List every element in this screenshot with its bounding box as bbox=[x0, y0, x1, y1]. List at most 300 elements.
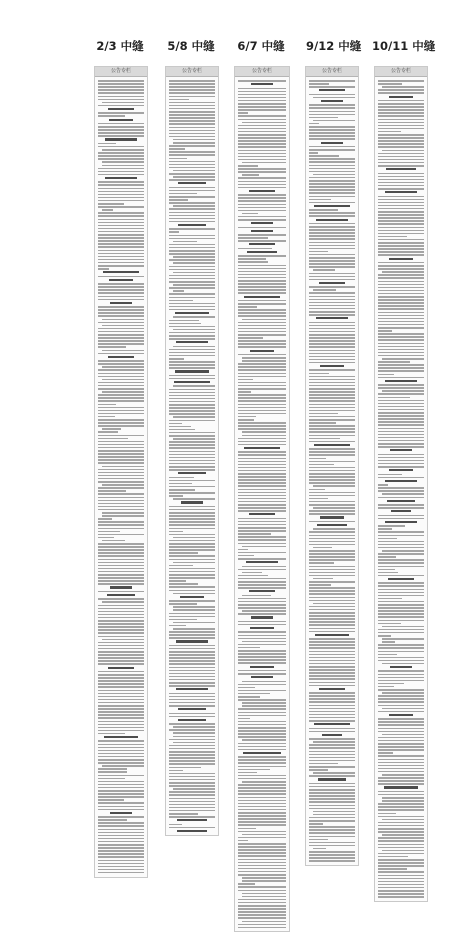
text-line bbox=[169, 679, 215, 681]
text-line bbox=[238, 119, 286, 121]
text-line bbox=[309, 836, 355, 838]
text-line bbox=[169, 782, 215, 784]
text-line bbox=[238, 601, 286, 603]
text-line bbox=[169, 552, 198, 554]
text-line bbox=[98, 369, 144, 371]
text-line bbox=[309, 584, 331, 586]
text-line bbox=[313, 547, 332, 549]
text-line bbox=[98, 796, 144, 798]
notice-heading-line bbox=[390, 666, 412, 668]
notice-strip-9-12[interactable] bbox=[305, 66, 359, 866]
text-line bbox=[309, 698, 355, 700]
text-line bbox=[378, 556, 396, 558]
text-line bbox=[309, 451, 355, 453]
text-line bbox=[238, 171, 286, 173]
text-line bbox=[238, 555, 254, 557]
text-line bbox=[378, 393, 424, 395]
text-line bbox=[238, 621, 286, 623]
text-line bbox=[98, 462, 144, 464]
text-line bbox=[98, 693, 144, 695]
text-line bbox=[98, 115, 125, 117]
text-line bbox=[102, 325, 144, 327]
text-line bbox=[169, 816, 215, 818]
text-line bbox=[98, 315, 144, 317]
text-line bbox=[238, 784, 286, 786]
text-line bbox=[169, 521, 215, 523]
notice-heading-line bbox=[176, 688, 208, 690]
text-line bbox=[98, 312, 144, 314]
text-line bbox=[238, 828, 256, 830]
text-line bbox=[238, 312, 286, 314]
text-line bbox=[238, 100, 286, 102]
text-line bbox=[378, 387, 424, 389]
text-line bbox=[169, 238, 215, 240]
text-line bbox=[98, 143, 116, 145]
text-line bbox=[378, 875, 424, 877]
text-line bbox=[238, 766, 286, 768]
text-line bbox=[169, 685, 215, 687]
text-line bbox=[378, 566, 424, 568]
text-line bbox=[169, 528, 215, 530]
text-line bbox=[169, 773, 215, 775]
text-line bbox=[98, 724, 144, 726]
text-line bbox=[169, 682, 215, 684]
text-line bbox=[309, 820, 355, 822]
text-line bbox=[238, 772, 257, 774]
text-line bbox=[169, 824, 182, 826]
notice-strip-2-3[interactable] bbox=[94, 66, 148, 878]
text-line bbox=[378, 440, 424, 442]
text-line bbox=[169, 389, 215, 391]
text-line bbox=[98, 844, 144, 846]
text-line bbox=[169, 506, 215, 508]
text-line bbox=[98, 853, 144, 855]
text-line bbox=[238, 862, 286, 864]
text-line bbox=[378, 477, 424, 479]
notice-heading-line bbox=[385, 480, 417, 482]
text-line bbox=[378, 538, 397, 540]
text-line bbox=[238, 322, 286, 324]
text-line bbox=[378, 214, 424, 216]
text-line bbox=[309, 438, 340, 440]
text-line bbox=[169, 804, 215, 806]
text-line bbox=[98, 620, 144, 622]
text-line bbox=[169, 480, 215, 482]
text-line bbox=[238, 197, 286, 199]
text-line bbox=[309, 492, 355, 494]
text-line bbox=[169, 398, 215, 400]
text-line bbox=[378, 236, 407, 238]
text-line bbox=[98, 243, 144, 245]
notice-heading-line bbox=[321, 100, 343, 102]
text-line bbox=[98, 753, 144, 755]
text-line bbox=[169, 613, 215, 615]
strip-header: 公告专栏 bbox=[306, 67, 358, 77]
text-line bbox=[382, 834, 424, 836]
text-line bbox=[238, 258, 266, 260]
text-line bbox=[98, 528, 144, 530]
text-line bbox=[98, 168, 144, 170]
text-line bbox=[98, 775, 144, 777]
text-line bbox=[309, 541, 355, 543]
notice-heading-line bbox=[386, 168, 416, 170]
notice-heading-line bbox=[316, 317, 349, 319]
text-line bbox=[169, 580, 186, 582]
text-line bbox=[98, 866, 144, 868]
text-line bbox=[169, 441, 215, 443]
text-line bbox=[169, 657, 215, 659]
text-line bbox=[169, 489, 195, 491]
text-line bbox=[238, 363, 286, 365]
text-line bbox=[98, 276, 144, 278]
text-line bbox=[309, 328, 355, 330]
text-line bbox=[98, 648, 144, 650]
text-line bbox=[238, 721, 286, 723]
text-line bbox=[98, 475, 144, 477]
text-line bbox=[313, 97, 355, 99]
text-line bbox=[242, 781, 286, 783]
text-line bbox=[238, 727, 286, 729]
text-line bbox=[378, 777, 424, 779]
text-line bbox=[169, 663, 215, 665]
text-line bbox=[309, 476, 355, 478]
text-line bbox=[98, 552, 144, 554]
text-line bbox=[238, 607, 286, 609]
text-line bbox=[173, 438, 215, 440]
text-line bbox=[238, 425, 286, 427]
text-line bbox=[238, 769, 270, 771]
text-line bbox=[238, 715, 286, 717]
text-line bbox=[309, 192, 355, 194]
text-line bbox=[309, 135, 355, 137]
text-line bbox=[98, 683, 144, 685]
text-line bbox=[238, 730, 286, 732]
text-line bbox=[169, 739, 215, 741]
text-line bbox=[309, 425, 355, 427]
text-line bbox=[309, 757, 355, 759]
text-line bbox=[378, 698, 424, 700]
text-line bbox=[309, 340, 355, 342]
text-line bbox=[169, 303, 215, 305]
text-line bbox=[238, 533, 271, 535]
text-line bbox=[238, 461, 286, 463]
text-line bbox=[98, 86, 144, 88]
text-line bbox=[238, 549, 248, 551]
text-line bbox=[238, 718, 250, 720]
text-line bbox=[309, 763, 338, 765]
text-line bbox=[98, 708, 144, 710]
text-line bbox=[309, 314, 355, 316]
text-line bbox=[169, 231, 179, 233]
text-line bbox=[309, 789, 355, 791]
text-line bbox=[382, 358, 424, 360]
text-line bbox=[238, 584, 286, 586]
text-line bbox=[169, 145, 215, 147]
text-line bbox=[382, 774, 424, 776]
notice-heading-line bbox=[109, 279, 132, 281]
text-line bbox=[238, 809, 286, 811]
text-line bbox=[238, 797, 286, 799]
text-line bbox=[238, 146, 286, 148]
text-line bbox=[169, 676, 215, 678]
text-line bbox=[378, 83, 402, 85]
text-line bbox=[309, 857, 355, 859]
text-line bbox=[169, 716, 215, 718]
text-line bbox=[98, 296, 144, 298]
text-line bbox=[309, 805, 355, 807]
text-line bbox=[378, 233, 424, 235]
text-line bbox=[169, 352, 215, 354]
text-line bbox=[309, 672, 355, 674]
text-line bbox=[98, 802, 144, 804]
text-line bbox=[98, 730, 144, 732]
text-line bbox=[238, 687, 255, 689]
strip-text-body bbox=[306, 77, 358, 865]
text-line bbox=[169, 600, 215, 602]
text-line bbox=[98, 702, 144, 704]
text-line bbox=[169, 154, 215, 156]
text-line bbox=[378, 364, 424, 366]
text-line bbox=[378, 575, 424, 577]
text-line bbox=[169, 667, 215, 669]
notice-heading-line bbox=[314, 723, 350, 725]
notice-heading-line bbox=[105, 138, 138, 140]
notice-heading-line bbox=[385, 521, 417, 523]
text-line bbox=[238, 624, 286, 626]
column-title-2-3: 2/3 中缝 bbox=[96, 39, 144, 53]
text-line bbox=[98, 546, 144, 548]
notice-heading-line bbox=[103, 271, 140, 273]
text-line bbox=[242, 357, 286, 359]
text-line bbox=[238, 416, 256, 418]
text-line bbox=[169, 179, 215, 181]
text-line bbox=[309, 419, 355, 421]
text-line bbox=[309, 644, 355, 646]
text-line bbox=[173, 205, 215, 207]
text-line bbox=[238, 328, 286, 330]
text-line bbox=[378, 367, 424, 369]
notice-strip-5-8[interactable] bbox=[165, 66, 219, 836]
text-line bbox=[98, 497, 144, 499]
text-line bbox=[309, 232, 355, 234]
text-line bbox=[238, 343, 286, 345]
text-line bbox=[238, 684, 286, 686]
text-line bbox=[309, 235, 355, 237]
text-line bbox=[98, 762, 144, 764]
text-line bbox=[309, 795, 355, 797]
text-line bbox=[98, 328, 144, 330]
text-line bbox=[378, 859, 424, 861]
text-line bbox=[238, 492, 286, 494]
text-line bbox=[238, 280, 286, 282]
text-line bbox=[378, 825, 424, 827]
text-line bbox=[378, 412, 424, 414]
text-line bbox=[313, 269, 335, 271]
text-line bbox=[378, 701, 424, 703]
text-line bbox=[382, 692, 424, 694]
text-line bbox=[173, 537, 215, 539]
text-line bbox=[378, 336, 424, 338]
text-line bbox=[378, 137, 424, 139]
text-line bbox=[169, 696, 215, 698]
text-line bbox=[98, 543, 144, 545]
text-line bbox=[98, 203, 124, 205]
text-line bbox=[238, 831, 286, 833]
text-line bbox=[98, 262, 144, 264]
text-line bbox=[309, 302, 355, 304]
text-line bbox=[309, 829, 355, 831]
text-line bbox=[378, 651, 424, 653]
text-line bbox=[98, 431, 118, 433]
text-line bbox=[169, 133, 215, 135]
text-line bbox=[238, 422, 286, 424]
text-line bbox=[173, 742, 215, 744]
text-line bbox=[309, 242, 355, 244]
text-line bbox=[169, 404, 215, 406]
text-line bbox=[242, 435, 286, 437]
text-line bbox=[238, 340, 286, 342]
text-line bbox=[169, 202, 215, 204]
text-line bbox=[309, 657, 355, 659]
notice-heading-line bbox=[314, 205, 350, 207]
text-line bbox=[238, 80, 286, 82]
notice-heading-line bbox=[175, 312, 210, 314]
text-line bbox=[378, 553, 424, 555]
text-line bbox=[238, 106, 286, 108]
text-line bbox=[309, 171, 355, 173]
text-line bbox=[309, 196, 355, 198]
text-line bbox=[98, 799, 124, 801]
text-line bbox=[238, 187, 286, 189]
text-line bbox=[242, 595, 271, 597]
text-line bbox=[309, 292, 355, 294]
text-line bbox=[169, 534, 215, 536]
text-line bbox=[309, 714, 355, 716]
text-line bbox=[98, 105, 144, 107]
notice-heading-line bbox=[319, 688, 344, 690]
text-line bbox=[238, 790, 286, 792]
text-line bbox=[238, 743, 286, 745]
text-line bbox=[309, 138, 355, 140]
text-line bbox=[169, 619, 197, 621]
text-line bbox=[238, 821, 286, 823]
text-line bbox=[378, 504, 424, 506]
text-line bbox=[173, 262, 215, 264]
text-line bbox=[309, 394, 355, 396]
text-line bbox=[169, 492, 215, 494]
text-line bbox=[378, 339, 424, 341]
text-line bbox=[169, 571, 215, 573]
text-line bbox=[238, 558, 286, 560]
text-line bbox=[169, 208, 215, 210]
text-line bbox=[378, 128, 424, 130]
text-line bbox=[238, 265, 286, 267]
text-line bbox=[309, 663, 355, 665]
text-line bbox=[313, 528, 355, 530]
text-line bbox=[169, 323, 201, 325]
text-line bbox=[169, 454, 215, 456]
text-line bbox=[169, 130, 215, 132]
text-line bbox=[238, 759, 286, 761]
text-line bbox=[238, 88, 286, 90]
text-line bbox=[309, 337, 355, 339]
text-line bbox=[378, 598, 402, 600]
text-line bbox=[238, 454, 286, 456]
text-line bbox=[238, 248, 272, 250]
text-line bbox=[378, 409, 424, 411]
text-line bbox=[98, 778, 125, 780]
text-line bbox=[309, 531, 355, 533]
notice-heading-line bbox=[174, 381, 211, 383]
column-title-5-8: 5/8 中缝 bbox=[167, 39, 215, 53]
notice-heading-line bbox=[177, 830, 208, 832]
notice-heading-line bbox=[389, 714, 413, 716]
text-line bbox=[378, 853, 424, 855]
text-line bbox=[378, 223, 424, 225]
text-line bbox=[98, 425, 144, 427]
text-line bbox=[169, 477, 194, 479]
text-line bbox=[238, 855, 286, 857]
text-line bbox=[378, 601, 424, 603]
text-line bbox=[238, 708, 286, 710]
text-line bbox=[169, 798, 215, 800]
text-line bbox=[98, 636, 144, 638]
text-line bbox=[169, 555, 215, 557]
text-line bbox=[98, 686, 144, 688]
text-line bbox=[378, 569, 395, 571]
text-line bbox=[309, 379, 355, 381]
text-line bbox=[309, 535, 355, 537]
text-line bbox=[242, 610, 286, 612]
text-line bbox=[309, 223, 355, 225]
text-line bbox=[238, 886, 286, 888]
text-line bbox=[378, 559, 424, 561]
text-line bbox=[238, 115, 286, 117]
text-line bbox=[238, 578, 286, 580]
text-line bbox=[309, 682, 355, 684]
notice-heading-line bbox=[110, 586, 131, 588]
text-line bbox=[242, 122, 286, 124]
text-line bbox=[238, 670, 286, 672]
text-line bbox=[309, 685, 355, 687]
text-line bbox=[98, 435, 144, 437]
text-line bbox=[309, 165, 355, 167]
text-line bbox=[309, 842, 355, 844]
text-line bbox=[238, 219, 286, 221]
text-line bbox=[238, 194, 286, 196]
text-line bbox=[98, 472, 144, 474]
text-line bbox=[378, 755, 424, 757]
text-line bbox=[378, 620, 424, 622]
text-line bbox=[169, 212, 215, 214]
column-title-10-11: 10/11 中缝 bbox=[372, 39, 436, 53]
text-line bbox=[98, 503, 144, 505]
text-line bbox=[378, 227, 424, 229]
text-line bbox=[169, 791, 215, 793]
text-line bbox=[309, 149, 355, 151]
text-line bbox=[98, 571, 144, 573]
notice-strip-10-11[interactable] bbox=[374, 66, 428, 902]
text-line bbox=[378, 635, 391, 637]
notice-heading-line bbox=[178, 708, 206, 710]
text-line bbox=[98, 231, 144, 233]
text-line bbox=[378, 308, 424, 310]
text-line bbox=[378, 143, 424, 145]
text-line bbox=[309, 168, 355, 170]
text-line bbox=[378, 296, 424, 298]
notice-strip-6-7[interactable] bbox=[234, 66, 290, 932]
notice-heading-line bbox=[246, 561, 278, 563]
